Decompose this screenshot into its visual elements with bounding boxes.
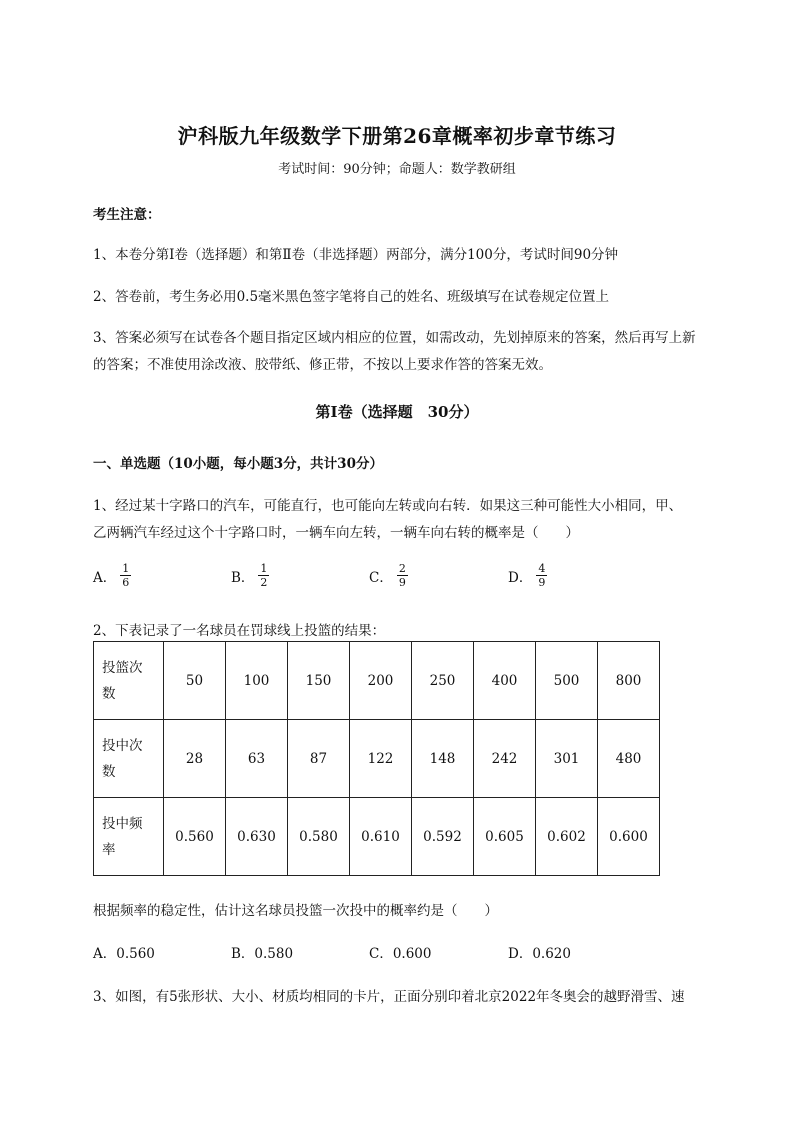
table-cell: 250 [412,642,474,720]
notice-item-2: 2、答卷前，考生务必用0.5毫米黑色签字笔将自己的姓名、班级填写在试卷规定位置上 [93,289,610,305]
option-label: C． [369,569,393,586]
q2-question: 根据频率的稳定性，估计这名球员投篮一次投中的概率约是（ ） [93,903,498,919]
table-cell: 800 [598,642,660,720]
q1-option-d [508,562,547,589]
table-cell: 148 [412,720,474,798]
numerator: 1 [260,562,268,575]
table-cell: 0.560 [164,798,226,876]
table-cell: 0.610 [350,798,412,876]
notice-item-1: 1、本卷分第I卷（选择题）和第Ⅱ卷（非选择题）两部分，满分100分，考试时间90分钟 [93,247,619,263]
table-cell: 400 [474,642,536,720]
section-title: 第I卷（选择题 30分） [315,403,479,421]
table-cell: 0.630 [226,798,288,876]
table-cell: 0.600 [598,798,660,876]
table-cell: 63 [226,720,288,798]
denominator: 2 [260,576,268,589]
results-table [93,641,660,876]
fraction [536,562,547,589]
q1-option-c [369,562,408,589]
denominator: 6 [122,576,130,589]
exam-info: 考试时间：90分钟；命题人：数学教研组 [278,162,516,177]
table-cell: 480 [598,720,660,798]
table-cell: 100 [226,642,288,720]
table-cell: 500 [536,642,598,720]
row-header: 投篮次 数 [94,642,164,720]
table-cell: 0.592 [412,798,474,876]
table-cell: 200 [350,642,412,720]
q1-option-a [93,562,131,589]
table-cell: 301 [536,720,598,798]
denominator: 9 [398,576,406,589]
table-row [94,642,660,720]
numerator: 2 [398,562,406,575]
table-cell: 242 [474,720,536,798]
option-label: A． [93,569,117,586]
fraction [120,562,131,589]
q2-intro: 2、下表记录了一名球员在罚球线上投篮的结果： [93,623,386,639]
q3-line1: 3、如图，有5张形状、大小、材质均相同的卡片，正面分别印着北京2022年冬奥会的越野滑雪、速 [93,989,685,1005]
table-cell: 122 [350,720,412,798]
numerator: 1 [122,562,130,575]
page-title: 沪科版九年级数学下册第26章概率初步章节练习 [177,124,617,148]
numerator: 4 [538,562,546,575]
q1-line1: 1、经过某十字路口的汽车，可能直行，也可能向左转或向右转．如果这三种可能性大小相同，甲、 [93,498,683,514]
option-label: B． [231,569,255,586]
row-header: 投中次 数 [94,720,164,798]
table-row [94,798,660,876]
table-cell: 50 [164,642,226,720]
row-header: 投中频 率 [94,798,164,876]
table-cell: 28 [164,720,226,798]
fraction [258,562,269,589]
table-cell: 0.602 [536,798,598,876]
table-cell: 0.605 [474,798,536,876]
q1-option-b [231,562,269,589]
notice-item-3: 3、答案必须写在试卷各个题目指定区域内相应的位置，如需改动，先划掉原来的答案，然后再写上新 [93,330,696,346]
notice-heading: 考生注意： [93,207,161,223]
q2-option-a: A．0.560 [93,946,155,962]
option-label: D． [508,569,533,586]
table-cell: 150 [288,642,350,720]
table-cell: 87 [288,720,350,798]
q2-option-c: C．0.600 [369,946,432,962]
notice-item-3-cont: 的答案；不准使用涂改液、胶带纸、修正带，不按以上要求作答的答案无效。 [93,357,552,373]
q1-line2: 乙两辆汽车经过这个十字路口时，一辆车向左转，一辆车向右转的概率是（ ） [93,525,579,541]
table-cell: 0.580 [288,798,350,876]
q2-option-b: B．0.580 [231,946,294,962]
table-row [94,720,660,798]
q2-option-d: D．0.620 [508,946,571,962]
fraction [397,562,408,589]
part-heading: 一、单选题（10小题，每小题3分，共计30分） [93,456,383,472]
denominator: 9 [538,576,546,589]
